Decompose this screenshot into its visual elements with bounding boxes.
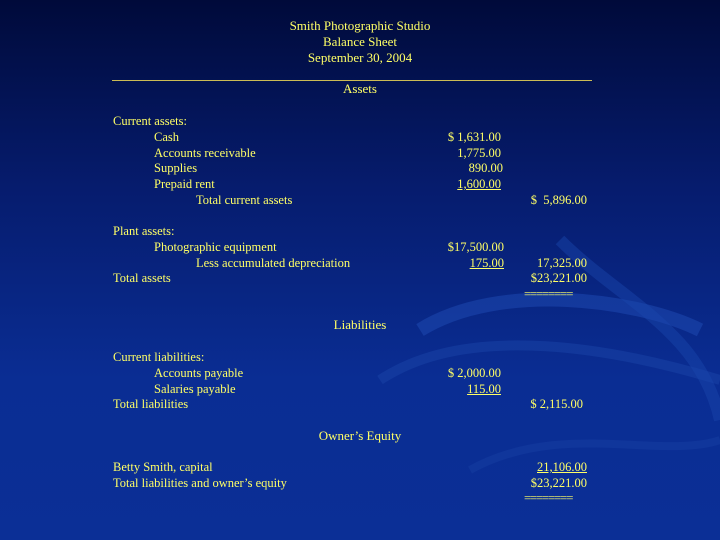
- statement-date: September 30, 2004: [307, 50, 413, 65]
- cash-label: Cash: [154, 130, 179, 144]
- photographic-equipment-label: Photographic equipment: [154, 240, 277, 254]
- supplies-amount: 890.00: [468, 161, 503, 175]
- accounts-payable-label: Accounts payable: [154, 366, 244, 380]
- company-name: Smith Photographic Studio: [289, 18, 431, 33]
- accounts-receivable-label: Accounts receivable: [154, 146, 256, 160]
- capital-amount: [528, 460, 587, 474]
- total-liabilities-equity-label: Total liabilities and owner’s equity: [113, 476, 287, 490]
- total-current-assets-amount: $ 5,896.00: [530, 193, 587, 207]
- prepaid-rent-amount: [442, 177, 501, 191]
- prepaid-rent-label: Prepaid rent: [154, 177, 215, 191]
- current-assets-label: Current assets:: [113, 114, 187, 128]
- salaries-payable-label: Salaries payable: [154, 382, 236, 396]
- total-liabilities-label: Total liabilities: [113, 397, 189, 411]
- total-liabilities-amount: $ 2,115.00: [530, 397, 583, 411]
- plant-assets-label: Plant assets:: [113, 224, 175, 238]
- capital-value: 21,106.00: [537, 460, 587, 474]
- cash-amount: $ 1,631.00: [447, 130, 501, 144]
- accumulated-depreciation-label: Less accumulated depreciation: [196, 256, 351, 270]
- net-plant-assets-amount: 17,325.00: [537, 256, 587, 270]
- total-liabilities-equity-amount: $23,221.00: [530, 476, 587, 490]
- current-liabilities-label: Current liabilities:: [113, 350, 205, 364]
- salaries-payable-amount: [442, 382, 501, 396]
- photographic-equipment-amount: $17,500.00: [447, 240, 504, 254]
- accounts-receivable-amount: 1,775.00: [457, 146, 501, 160]
- accumulated-depreciation-amount: [442, 256, 504, 270]
- total-assets-amount: $23,221.00: [530, 271, 587, 285]
- salaries-payable-value: 115.00: [467, 382, 501, 396]
- accounts-payable-amount: $ 2,000.00: [447, 366, 501, 380]
- accumulated-depreciation-value: 175.00: [469, 256, 504, 270]
- total-assets-label: Total assets: [113, 271, 171, 285]
- total-assets-double-rule: ========: [524, 287, 573, 301]
- total-current-assets-label: Total current assets: [196, 193, 293, 207]
- assets-heading: Assets: [343, 81, 377, 96]
- liabilities-heading: Liabilities: [333, 317, 387, 332]
- statement-title: Balance Sheet: [323, 34, 397, 49]
- owners-equity-heading: Owner’s Equity: [318, 428, 402, 443]
- prepaid-rent-value: 1,600.00: [457, 177, 501, 191]
- supplies-label: Supplies: [154, 161, 198, 175]
- capital-label: Betty Smith, capital: [113, 460, 213, 474]
- total-equity-double-rule: ========: [524, 491, 573, 505]
